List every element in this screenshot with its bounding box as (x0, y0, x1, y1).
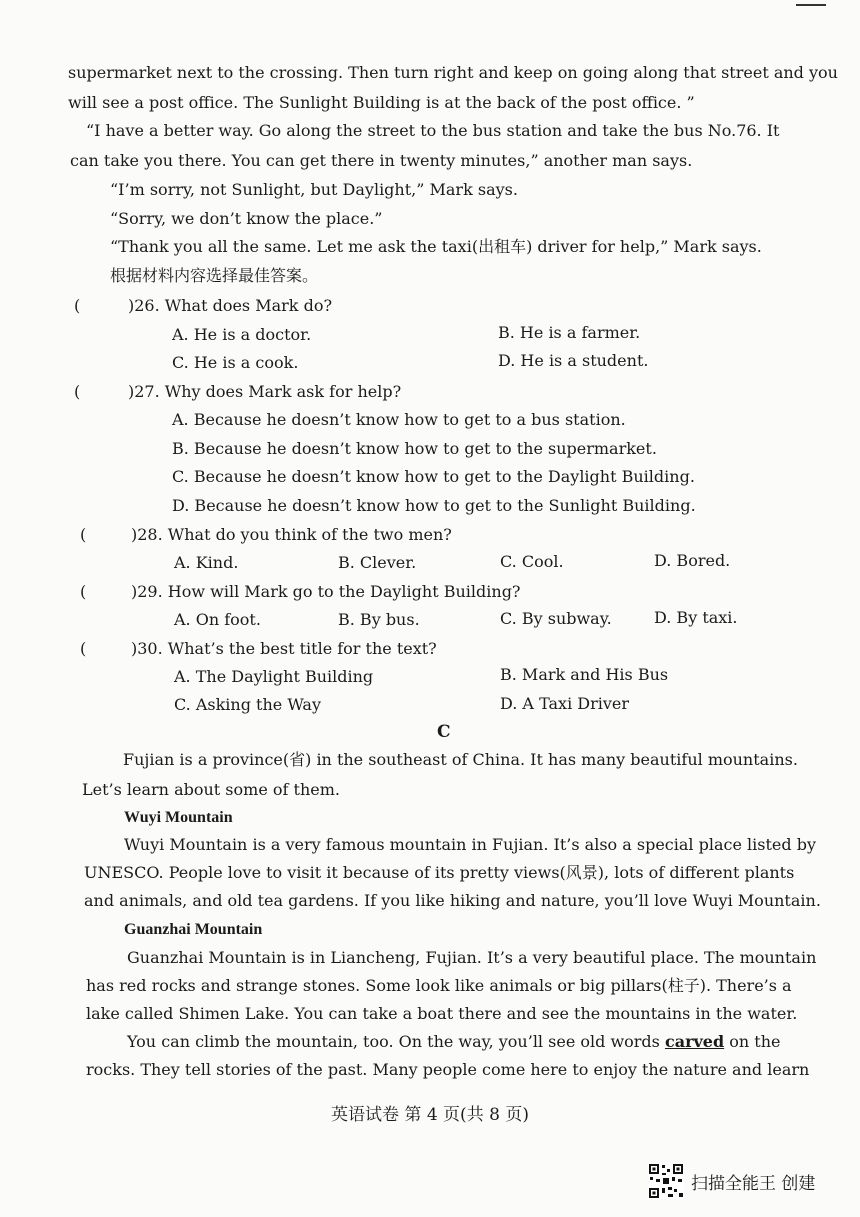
question-28: )28. What do you think of the two men? (131, 525, 452, 544)
q30-option-d: D. A Taxi Driver (500, 694, 630, 713)
q28-option-a: A. Kind. (174, 553, 239, 572)
q26-option-b: B. He is a farmer. (498, 323, 641, 342)
q26-option-d: D. He is a student. (498, 351, 649, 370)
guanzhai-heading: Guanzhai Mountain (124, 921, 263, 938)
q30-option-a: A. The Daylight Building (174, 667, 374, 686)
passage-line-4: can take you there. You can get there in twenty minutes,” another man says. (70, 151, 693, 170)
wuyi-line-3: and animals, and old tea gardens. If you like hiking and nature, you’ll love Wuyi Mountain. (84, 891, 821, 910)
answer-blank-30[interactable]: ( (80, 639, 87, 658)
passage-line-7: “Thank you all the same. Let me ask the taxi(出租车) driver for help,” Mark says. (110, 237, 762, 256)
passage-line-5: “I’m sorry, not Sunlight, but Daylight,” Mark says. (110, 180, 518, 199)
section-c-heading: C (437, 722, 451, 742)
wuyi-heading: Wuyi Mountain (124, 809, 233, 826)
guanzhai-line-5: rocks. They tell stories of the past. Many people come here to enjoy the nature and learn (86, 1060, 810, 1079)
answer-blank-29[interactable]: ( (80, 582, 87, 601)
page-footer: 英语试卷 第 4 页(共 8 页) (331, 1105, 529, 1125)
q28-option-c: C. Cool. (500, 552, 564, 571)
question-26: )26. What does Mark do? (128, 296, 333, 315)
q30-option-c: C. Asking the Way (174, 695, 321, 714)
q27-option-d: D. Because he doesn’t know how to get to the Sunlight Building. (172, 496, 696, 515)
c-intro-line-1: Fujian is a province(省) in the southeast of China. It has many beautiful mountains. (123, 750, 798, 769)
guanzhai-line-4-end: on the (724, 1032, 781, 1051)
q26-option-a: A. He is a doctor. (172, 325, 312, 344)
q27-option-b: B. Because he doesn’t know how to get to the supermarket. (172, 439, 657, 458)
q29-option-a: A. On foot. (174, 610, 261, 629)
q29-option-c: C. By subway. (500, 609, 612, 628)
underlined-word-carved: carved (664, 1032, 725, 1051)
c-intro-line-2: Let’s learn about some of them. (82, 780, 340, 799)
q29-option-b: B. By bus. (338, 610, 420, 629)
q26-option-c: C. He is a cook. (172, 353, 299, 372)
guanzhai-line-4-start: You can climb the mountain, too. On the way, you’ll see old words (127, 1032, 665, 1051)
wuyi-line-1: Wuyi Mountain is a very famous mountain in Fujian. It’s also a special place listed by (124, 835, 816, 854)
guanzhai-line-3: lake called Shimen Lake. You can take a boat there and see the mountains in the water. (86, 1004, 798, 1023)
wuyi-line-2: UNESCO. People love to visit it because of its pretty views(风景), lots of different plants (84, 863, 795, 882)
guanzhai-line-1: Guanzhai Mountain is in Liancheng, Fujian. It’s a very beautiful place. The mountain (127, 948, 817, 967)
question-29: )29. How will Mark go to the Daylight Building? (131, 582, 521, 601)
passage-line-3: “I have a better way. Go along the street to the bus station and take the bus No.76. It (86, 121, 780, 140)
answer-blank-28[interactable]: ( (80, 525, 87, 544)
q27-option-a: A. Because he doesn’t know how to get to a bus station. (172, 410, 626, 429)
q30-option-b: B. Mark and His Bus (500, 665, 669, 684)
scan-edge-mark (796, 4, 826, 6)
answer-blank-27[interactable]: ( (74, 382, 81, 401)
question-27: )27. Why does Mark ask for help? (128, 382, 402, 401)
q28-option-d: D. Bored. (654, 551, 731, 570)
passage-line-2: will see a post office. The Sunlight Building is at the back of the post office. ” (68, 93, 695, 112)
qr-code-icon (648, 1163, 684, 1199)
scanner-brand-label: 扫描全能王 创建 (691, 1174, 816, 1194)
instruction: 根据材料内容选择最佳答案。 (110, 266, 319, 285)
passage-line-6: “Sorry, we don’t know the place.” (110, 209, 383, 228)
guanzhai-line-4 (127, 1032, 780, 1052)
question-30: )30. What’s the best title for the text? (131, 639, 437, 658)
q27-option-c: C. Because he doesn’t know how to get to the Daylight Building. (172, 467, 695, 486)
q28-option-b: B. Clever. (338, 553, 417, 572)
q29-option-d: D. By taxi. (654, 608, 738, 627)
guanzhai-line-2: has red rocks and strange stones. Some look like animals or big pillars(柱子). There’s a (86, 976, 792, 995)
passage-line-1: supermarket next to the crossing. Then turn right and keep on going along that street and you (68, 63, 838, 82)
answer-blank-26[interactable]: ( (74, 296, 81, 315)
